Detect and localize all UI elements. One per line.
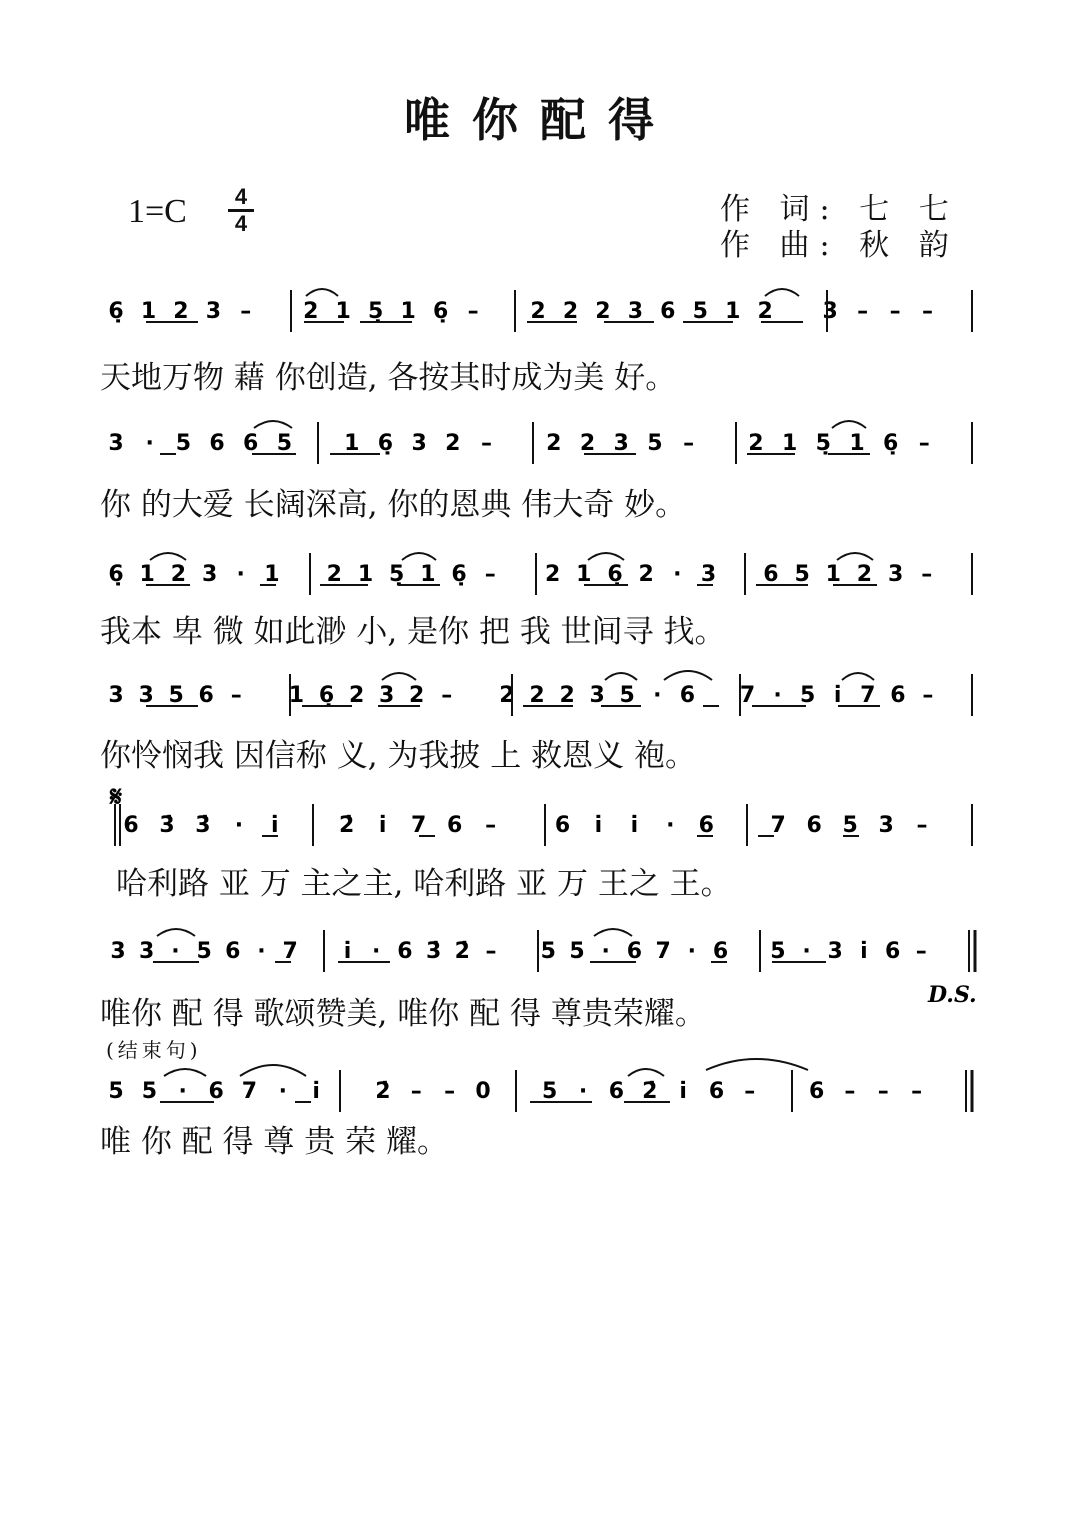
note-5-9: 7: [411, 813, 427, 838]
time-signature-bottom: 4: [234, 211, 248, 236]
note-1-11: 6̣: [432, 299, 449, 324]
note-5-19: 7: [770, 813, 786, 838]
ending-label: (结束句): [106, 1038, 202, 1062]
note-4-17: 3: [589, 683, 605, 708]
note-4-9: 2: [348, 683, 365, 708]
note-3-11: 1: [420, 562, 436, 587]
note-4-23: ·: [773, 683, 782, 708]
note-5-13: 6: [554, 813, 571, 838]
note-3-19: ·: [673, 562, 682, 587]
slur: [628, 1069, 664, 1076]
note-5-2: 3̇: [159, 813, 175, 838]
note-5-22: 3: [878, 813, 894, 838]
note-3-17: 6̣: [607, 562, 623, 587]
note-6-19: 6: [626, 939, 643, 964]
note-3-2: 1: [139, 562, 155, 587]
note-1-16: 2: [595, 299, 611, 324]
note-3-10: 5̣: [389, 562, 405, 587]
lyric-line-2: 你 的大爱 长阔深高, 你的恩典 伟大奇 妙。: [100, 487, 687, 523]
note-4-7: 1: [288, 683, 305, 708]
note-2-22: 5̣: [815, 431, 831, 456]
note-7-9: 2̇: [375, 1079, 391, 1104]
note-2-6: 5: [276, 431, 293, 456]
note-6-3: ·: [171, 939, 180, 964]
slur: [594, 929, 632, 936]
note-7-6: ·: [278, 1079, 287, 1104]
slur: [664, 671, 712, 680]
note-4-15: 2: [529, 683, 545, 708]
note-2-2: ·: [145, 431, 154, 456]
note-2-25: –: [918, 431, 930, 456]
note-1-8: 1: [335, 299, 351, 324]
note-7-20: –: [744, 1079, 756, 1104]
segno-sign: 𝄋: [110, 780, 123, 813]
note-3-12: 6̣: [451, 562, 467, 587]
note-2-4: 6: [209, 431, 225, 456]
lyric-line-4: 你怜悯我 因信称 义, 为我披 上 救恩义 袍。: [100, 738, 696, 774]
note-6-24: 5: [770, 939, 786, 964]
note-7-11: –: [444, 1079, 456, 1104]
note-2-16: 3: [613, 431, 629, 456]
note-7-14: 5: [542, 1079, 558, 1104]
note-5-8: i̇: [378, 813, 387, 838]
slur: [402, 553, 436, 560]
note-6-10: ·: [372, 939, 381, 964]
note-1-25: –: [889, 299, 901, 324]
note-6-25: ·: [802, 939, 811, 964]
note-5-15: i̇: [630, 813, 639, 838]
note-1-19: 5: [692, 299, 708, 324]
note-2-14: 2: [546, 431, 562, 456]
notes-layer: [108, 299, 933, 1104]
note-6-20: 7: [655, 939, 671, 964]
note-4-2: 3: [138, 683, 154, 708]
note-1-5: –: [240, 299, 252, 324]
note-6-22: 6: [712, 939, 729, 964]
note-5-20: 6: [806, 813, 822, 838]
note-4-3: 5: [168, 683, 184, 708]
note-2-21: 1: [781, 431, 798, 456]
note-1-18: 6: [660, 299, 676, 324]
note-3-9: 1: [357, 562, 374, 587]
note-1-7: 2: [303, 299, 319, 324]
note-6-11: 6: [397, 939, 413, 964]
note-7-24: –: [877, 1079, 889, 1104]
slur: [157, 929, 195, 936]
note-2-11: 2: [445, 431, 461, 456]
note-3-18: 2: [638, 562, 654, 587]
note-5-10: 6: [446, 813, 463, 838]
lyric-line-5: 哈利路 亚 万 主之主, 哈利路 亚 万 王之 王。: [116, 866, 732, 902]
note-4-8: 6̣: [318, 683, 335, 708]
note-3-27: –: [921, 562, 933, 587]
note-4-10: 3: [378, 683, 395, 708]
note-1-3: 2: [173, 299, 189, 324]
note-7-10: –: [410, 1079, 422, 1104]
note-4-19: ·: [653, 683, 662, 708]
note-6-16: 5: [540, 939, 556, 964]
slur: [588, 553, 624, 560]
lyric-line-1: 天地万物 藉 你创造, 各按其时成为美 好。: [100, 360, 677, 396]
slur: [164, 1069, 206, 1076]
note-5-17: 6: [698, 813, 714, 838]
ds-marking: D.S.: [928, 982, 977, 1008]
note-5-11: –: [485, 813, 497, 838]
slur: [842, 673, 874, 680]
note-4-18: 5: [619, 683, 635, 708]
note-7-18: i̇: [679, 1079, 687, 1104]
note-5-1: 6: [123, 813, 139, 838]
note-6-1: 3: [110, 939, 126, 964]
slur: [306, 289, 338, 296]
note-5-16: ·: [666, 813, 675, 838]
lyricist-credit: 作 词: 七 七: [720, 192, 959, 227]
note-2-12: –: [481, 431, 492, 456]
note-3-15: 2: [544, 562, 561, 587]
note-4-4: 6: [198, 683, 214, 708]
note-7-15: ·: [578, 1079, 588, 1104]
note-2-1: 3: [108, 431, 124, 456]
note-7-23: –: [844, 1079, 856, 1104]
note-1-24: –: [857, 299, 869, 324]
note-2-20: 2: [748, 431, 764, 456]
note-3-1: 6̣: [108, 562, 124, 587]
slur: [765, 289, 799, 296]
note-6-14: –: [485, 939, 497, 964]
note-3-23: 5: [794, 562, 810, 587]
note-3-16: 1: [576, 562, 592, 587]
note-6-18: ·: [601, 939, 610, 964]
slur: [254, 421, 292, 428]
note-6-6: ·: [257, 939, 266, 964]
note-7-16: 6: [608, 1079, 625, 1104]
note-3-5: ·: [236, 562, 245, 587]
note-4-22: 7: [739, 683, 756, 708]
note-6-13: 2̇: [454, 939, 470, 964]
note-2-8: 1: [344, 431, 360, 456]
note-4-14: 2: [499, 683, 515, 708]
note-6-29: –: [915, 939, 927, 964]
note-1-17: 3: [627, 299, 644, 324]
note-7-2: 5: [141, 1079, 158, 1104]
note-4-12: –: [441, 683, 453, 708]
note-2-9: 6̣: [377, 431, 394, 456]
note-4-16: 2: [559, 683, 575, 708]
note-6-5: 6: [225, 939, 241, 964]
note-7-5: 7: [241, 1079, 258, 1104]
note-1-1: 6̣: [108, 299, 124, 324]
note-6-28: 6: [884, 939, 901, 964]
note-1-23: 3: [822, 299, 838, 324]
note-7-3: ·: [178, 1079, 187, 1104]
note-3-13: –: [484, 562, 496, 587]
note-3-22: 6: [763, 562, 779, 587]
note-5-4: ·: [234, 813, 244, 838]
song-title: 唯你配得: [404, 93, 676, 147]
note-4-11: 2: [409, 683, 425, 708]
tie: [706, 1059, 808, 1070]
note-3-3: 2: [170, 562, 187, 587]
key-text: 1=C: [128, 193, 187, 230]
note-7-25: –: [911, 1079, 923, 1104]
slur: [382, 673, 416, 680]
note-1-21: 2: [757, 299, 773, 324]
note-4-1: 3: [108, 683, 124, 708]
note-1-12: –: [467, 299, 479, 324]
note-5-14: i̇: [594, 813, 603, 838]
note-3-20: 3: [700, 562, 717, 587]
time-signature-top: 4: [234, 184, 248, 209]
lyric-line-7: 唯 你 配 得 尊 贵 荣 耀。: [100, 1124, 448, 1160]
note-1-2: 1: [140, 299, 157, 324]
note-6-2: 3: [139, 939, 155, 964]
note-6-21: ·: [687, 939, 696, 964]
note-6-4: 5: [196, 939, 212, 964]
slur: [240, 1065, 306, 1076]
note-6-7: 7: [282, 939, 298, 964]
note-6-12: 3̇: [425, 939, 442, 964]
note-1-9: 5̣: [368, 299, 384, 324]
note-2-5: 6: [243, 431, 259, 456]
note-6-27: i̇: [860, 939, 868, 964]
note-3-26: 3: [887, 562, 904, 587]
note-4-24: 5: [799, 683, 816, 708]
note-2-24: 6̣: [882, 431, 899, 456]
slur: [837, 553, 873, 560]
note-2-10: 3: [411, 431, 427, 456]
note-7-12: 0: [475, 1079, 491, 1104]
note-3-25: 2: [856, 562, 873, 587]
note-1-10: 1: [400, 299, 416, 324]
note-7-1: 5: [108, 1079, 124, 1104]
lyric-line-3: 我本 卑 微 如此渺 小, 是你 把 我 世间寻 找。: [100, 614, 726, 650]
note-3-4: 3: [201, 562, 218, 587]
note-5-3: 3̇: [195, 813, 211, 838]
note-7-22: 6: [808, 1079, 825, 1104]
note-5-21: 5: [842, 813, 858, 838]
note-3-6: 1: [264, 562, 280, 587]
slur: [832, 421, 866, 428]
note-1-14: 2: [530, 299, 546, 324]
note-4-5: –: [230, 683, 242, 708]
note-7-7: i̇: [312, 1079, 320, 1104]
note-4-25: i̇: [833, 683, 842, 708]
composer-credit: 作 曲: 秋 韵: [720, 228, 959, 263]
note-2-15: 2: [579, 431, 596, 456]
note-1-4: 3: [205, 299, 222, 324]
note-4-20: 6: [679, 683, 696, 708]
note-7-17: 2̇: [642, 1079, 658, 1104]
note-6-26: 3: [827, 939, 843, 964]
note-3-8: 2: [326, 562, 342, 587]
note-7-19: 6: [708, 1079, 725, 1104]
note-4-26: 7: [860, 683, 876, 708]
note-1-15: 2: [562, 299, 579, 324]
note-1-26: –: [922, 299, 933, 324]
slur: [150, 553, 186, 560]
note-7-4: 6: [208, 1079, 224, 1104]
note-3-24: 1: [825, 562, 841, 587]
note-4-28: –: [922, 683, 934, 708]
note-1-20: 1: [725, 299, 741, 324]
note-5-23: –: [916, 813, 928, 838]
note-2-23: 1: [849, 431, 865, 456]
note-6-17: 5: [569, 939, 585, 964]
note-5-7: 2̇: [339, 813, 355, 838]
note-2-17: 5: [647, 431, 663, 456]
note-2-3: 5: [175, 431, 192, 456]
note-4-27: 6: [890, 683, 906, 708]
note-2-18: –: [683, 431, 695, 456]
note-5-5: i̇: [271, 813, 279, 838]
slur: [605, 673, 637, 680]
lyric-line-6: 唯你 配 得 歌颂赞美, 唯你 配 得 尊贵荣耀。: [100, 996, 706, 1032]
note-6-9: i̇: [343, 939, 352, 964]
